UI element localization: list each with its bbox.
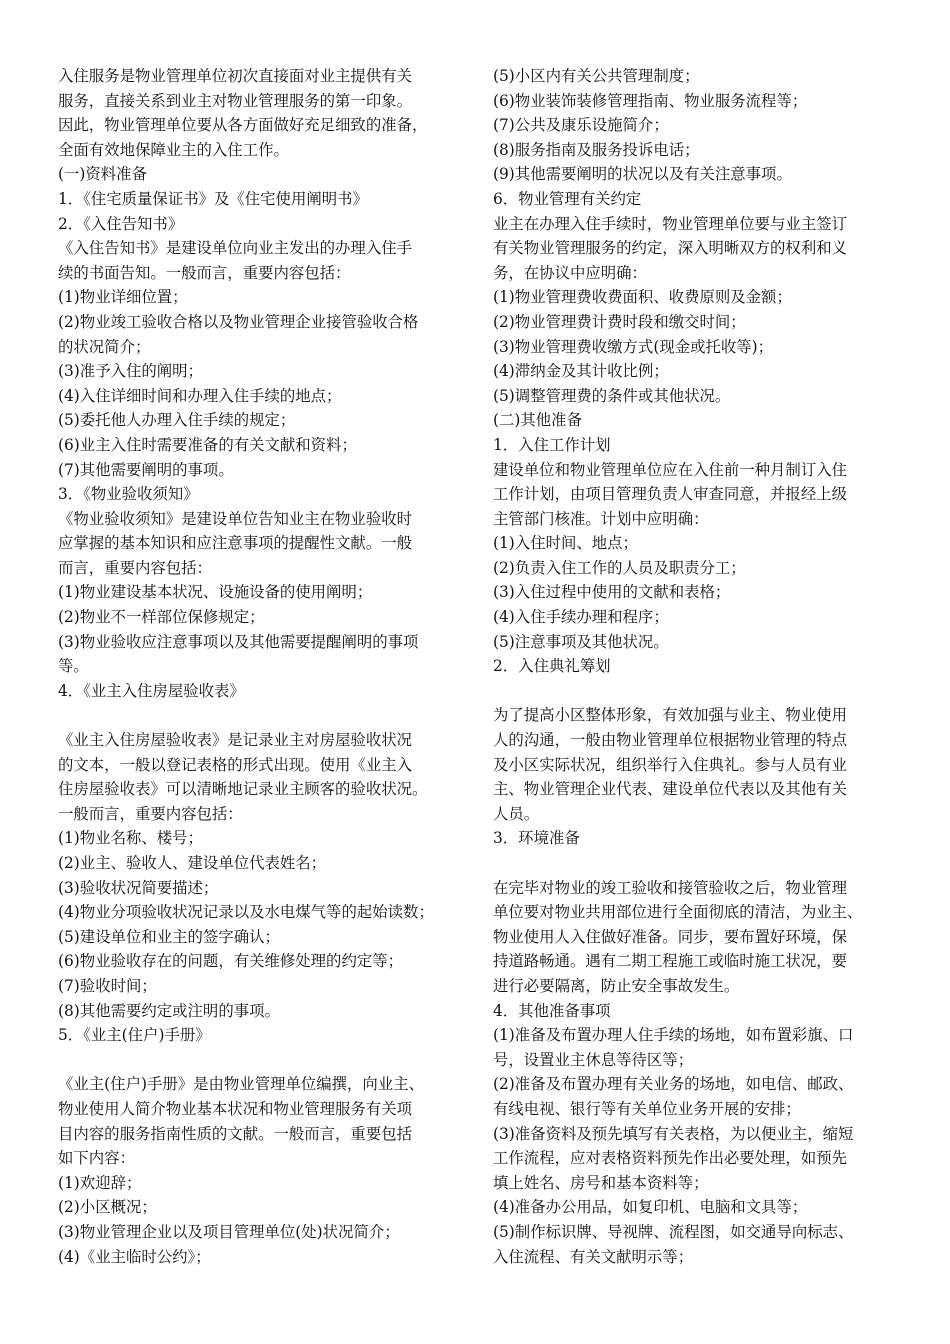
right-column: [493, 64, 909, 1269]
right-text-line: 物业使用人入住做好准备。同步，要布置好环境，保: [493, 927, 847, 946]
right-text-line: (2)负责入住工作的人员及职责分工；: [493, 558, 746, 577]
left-text-line: (3)物业验收应注意事项以及其他需要提醒阐明的事项: [58, 632, 419, 651]
left-text-line: (3)准予入住的阐明；: [58, 362, 203, 381]
right-text-line: (9)其他需要阐明的状况以及有关注意事项。: [493, 165, 792, 184]
left-blank-line: [58, 1048, 470, 1073]
right-text-line: (7)公共及康乐设施简介；: [493, 116, 669, 135]
left-text-line: 2．《入住告知书》: [58, 214, 184, 233]
right-text-line: 有关物业管理服务的约定，深入明晰双方的权利和义: [493, 239, 847, 258]
right-text-line: 主管部门核准。计划中应明确：: [493, 509, 709, 528]
left-text-line: (5)建设单位和业主的签字确认；: [58, 927, 280, 946]
left-text-line: 5．《业主(住户)手册》: [58, 1026, 211, 1045]
left-text-line: (2)物业竣工验收合格以及物业管理企业接管验收合格: [58, 312, 419, 331]
right-text-line: (5)小区内有关公共管理制度；: [493, 67, 700, 85]
left-text-line: 住房屋验收表》可以清晰地记录业主顾客的验收状况。: [58, 780, 428, 799]
left-text-line: (6)业主入住时需要准备的有关文献和资料；: [58, 435, 357, 454]
left-text-line: 《业主(住户)手册》是由物业管理单位编撰，向业主、: [58, 1075, 424, 1094]
right-text-line: 工作计划，由项目管理负责人审查同意，并报经上级: [493, 485, 847, 504]
right-text-line: 务，在协议中应明确：: [493, 263, 647, 282]
right-text-line: (3)准备资料及预先填写有关表格，为以便业主，缩短: [493, 1124, 854, 1143]
right-text-line: 3．环境准备: [493, 829, 580, 848]
right-text-line: 入住流程、有关文献明示等；: [493, 1247, 694, 1266]
right-text-line: (3)入住过程中使用的文献和表格；: [493, 583, 731, 602]
left-text-line: 的状况简介；: [58, 337, 151, 356]
left-text-line: 3．《物业验收须知》: [58, 485, 199, 504]
right-text-line: 在完毕对物业的竣工验收和接管验收之后，物业管理: [493, 878, 847, 897]
right-text-line: 4．其他准备事项: [493, 1001, 611, 1020]
left-text-line: (一)资料准备: [58, 165, 147, 184]
right-text-line: 有线电视、银行等有关单位业务开展的安排；: [493, 1099, 801, 1118]
right-text-line: 填上姓名、房号和基本资料等；: [493, 1173, 709, 1192]
right-text-line: 1．入住工作计划: [493, 435, 611, 454]
left-text-line: (1)欢迎辞；: [58, 1173, 142, 1192]
right-text-line: 2．入住典礼筹划: [493, 657, 611, 676]
left-blank-line: [58, 703, 470, 728]
left-text-line: (8)其他需要约定或注明的事项。: [58, 1001, 280, 1020]
right-text-line: 建设单位和物业管理单位应在入住前一种月制订入住: [493, 460, 847, 479]
left-text-line: 续的书面告知。一般而言，重要内容包括：: [58, 263, 351, 282]
right-text-line: 持道路畅通。遇有二期工程施工或临时施工状况，要: [493, 952, 847, 971]
left-text-line: 服务，直接关系到业主对物业管理服务的第一印象。: [58, 91, 412, 110]
left-text-line: 一般而言，重要内容包括：: [58, 804, 243, 823]
left-text-line: (7)其他需要阐明的事项。: [58, 460, 234, 479]
right-text-line: (5)制作标识牌、导视牌、流程图，如交通导向标志、: [493, 1222, 854, 1241]
right-text-line: 号，设置业主休息等待区等；: [493, 1050, 694, 1069]
left-text-line: (2)小区概况；: [58, 1198, 157, 1217]
right-text-line: (4)入住手续办理和程序；: [493, 608, 669, 627]
right-text-line: 人的沟通，一般由物业管理单位根据物业管理的特点: [493, 731, 847, 750]
right-text-line: (5)注意事项及其他状况。: [493, 632, 669, 651]
right-text-line: (5)调整管理费的条件或其他状况。: [493, 386, 731, 405]
right-text-line: 工作流程，应对表格资料预先作出必要处理，如预先: [493, 1149, 847, 1168]
left-text-line: 《业主入住房屋验收表》是记录业主对房屋验收状况: [58, 731, 412, 750]
right-text-line: (2)准备及布置办理有关业务的场地，如电信、邮政、: [493, 1075, 854, 1094]
left-text-line: 1．《住宅质量保证书》及《住宅使用阐明书》: [58, 189, 368, 208]
right-text-line: 人员。: [493, 804, 540, 823]
right-blank-line: [493, 679, 909, 704]
left-text-line: (4)《业主临时公约》；: [58, 1247, 211, 1266]
left-text-line: 《物业验收须知》是建设单位告知业主在物业验收时: [58, 509, 412, 528]
left-text-line: (5)委托他人办理入住手续的规定；: [58, 411, 296, 430]
left-text-line: 目内容的服务指南性质的文献。一般而言，重要包括: [58, 1124, 412, 1143]
right-text-line: (二)其他准备: [493, 411, 582, 430]
right-text-line: (8)服务指南及服务投诉电话；: [493, 140, 700, 159]
left-text-line: (2)业主、验收人、建设单位代表姓名；: [58, 854, 327, 872]
right-text-line: (4)滞纳金及其计收比例；: [493, 362, 669, 381]
right-text-line: (1)入住时间、地点；: [493, 534, 638, 553]
right-text-line: 单位要对物业共用部位进行全面彻底的清洁，为业主、: [493, 903, 863, 922]
right-text-line: 业主在办理入住手续时，物业管理单位要与业主签订: [493, 214, 847, 233]
right-text-line: 及小区实际状况，组织举行入住典礼。参与人员有业: [493, 755, 847, 774]
left-text-line: (1)物业建设基本状况、设施设备的使用阐明；: [58, 583, 373, 602]
right-text-line: 主、物业管理企业代表、建设单位代表以及其他有关: [493, 780, 847, 799]
left-text-line: 《入住告知书》是建设单位向业主发出的办理入住手: [58, 239, 412, 258]
left-text-line: (4)入住详细时间和办理入住手续的地点；: [58, 386, 342, 405]
right-text-line: (1)准备及布置办理人住手续的场地，如布置彩旗、口: [493, 1026, 854, 1045]
left-text-line: 的文本，一般以登记表格的形式出现。使用《业主入: [58, 755, 412, 774]
left-text-line: (3)物业管理企业以及项目管理单位(处)状况简介；: [58, 1222, 400, 1241]
left-text-line: 4．《业主入住房屋验收表》: [58, 681, 245, 700]
left-text-line: (6)物业验收存在的问题，有关维修处理的约定等；: [58, 952, 404, 971]
right-text-line: (4)准备办公用品，如复印机、电脑和文具等；: [493, 1198, 808, 1217]
left-text-line: 因此，物业管理单位要从各方面做好充足细致的准备，: [58, 116, 428, 135]
right-text-line: 为了提高小区整体形象，有效加强与业主、物业使用: [493, 706, 847, 725]
left-text-line: (1)物业详细位置；: [58, 288, 188, 307]
left-text-line: (3)验收状况简要描述；: [58, 878, 219, 897]
right-text-line: (6)物业装饰装修管理指南、物业服务流程等；: [493, 91, 808, 110]
left-text-line: (4)物业分项验收状况记录以及水电煤气等的起始读数；: [58, 903, 434, 922]
left-text-line: 等。: [58, 657, 89, 676]
left-text-line: 入住服务是物业管理单位初次直接面对业主提供有关: [58, 67, 412, 85]
left-text-line: (7)验收时间；: [58, 976, 157, 995]
left-text-line: 物业使用人简介物业基本状况和物业管理服务有关项: [58, 1099, 412, 1118]
right-text-line: (2)物业管理费计费时段和缴交时间；: [493, 312, 746, 331]
left-text-line: (1)物业名称、楼号；: [58, 829, 203, 848]
right-text-line: 6．物业管理有关约定: [493, 189, 642, 208]
right-text-line: 进行必要隔离，防止安全事故发生。: [493, 976, 740, 995]
left-text-line: (2)物业不一样部位保修规定；: [58, 608, 265, 627]
left-column: [58, 64, 470, 1269]
left-text-line: 应掌握的基本知识和应注意事项的提醒性文献。一般: [58, 534, 412, 553]
right-text-line: (3)物业管理费收缴方式(现金或托收等)；: [493, 337, 774, 356]
left-text-line: 全面有效地保障业主的入住工作。: [58, 140, 289, 159]
right-blank-line: [493, 851, 909, 876]
left-text-line: 而言，重要内容包括：: [58, 558, 212, 577]
left-text-line: 如下内容：: [58, 1149, 135, 1168]
right-text-line: (1)物业管理费收费面积、收费原则及金额；: [493, 288, 792, 307]
